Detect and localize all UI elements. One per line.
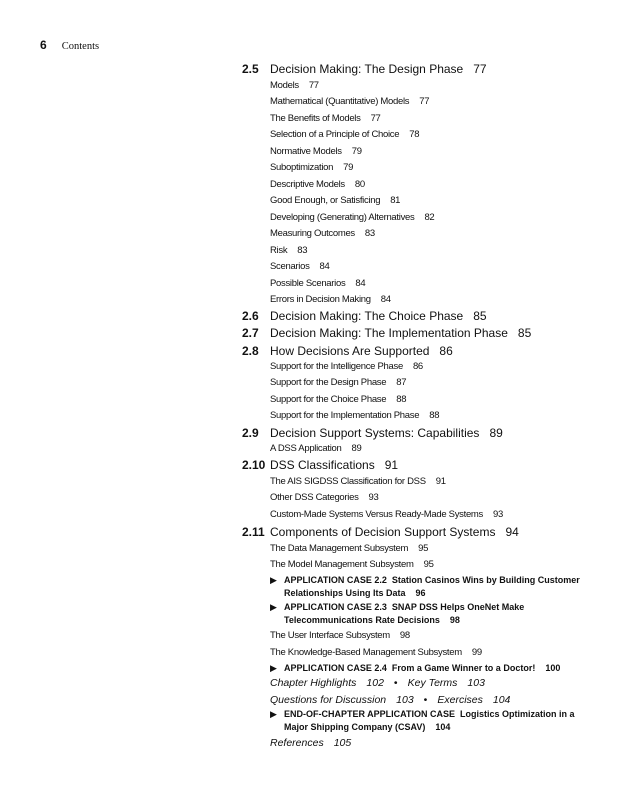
entry-title: The Knowledge-Based Management Subsystem <box>270 647 462 658</box>
case-title-cont: Relationships Using Its Data <box>284 588 406 598</box>
entry-title: Good Enough, or Satisficing <box>270 195 381 206</box>
entry-page: 93 <box>368 492 379 503</box>
toc-entry-good-enough[interactable] <box>270 195 400 206</box>
entry-page: 77 <box>419 96 430 107</box>
entry-title: The Model Management Subsystem <box>270 559 414 570</box>
case-label: APPLICATION CASE 2.2 <box>284 575 387 585</box>
entry-page: 78 <box>409 129 420 140</box>
arrow-icon: ▶ <box>270 709 277 719</box>
bullet-separator: • <box>423 694 428 706</box>
entry-title: Descriptive Models <box>270 179 345 190</box>
entry-title: Errors in Decision Making <box>270 294 371 305</box>
entry-page: 98 <box>399 630 410 641</box>
toc-entry-model-mgmt[interactable] <box>270 559 434 570</box>
case-title: From a Game Winner to a Doctor! <box>391 663 536 673</box>
entry-title: Risk <box>270 245 288 256</box>
toc-entry-math-models[interactable] <box>270 96 429 107</box>
entry-title: The AIS SIGDSS Classification for DSS <box>270 476 426 487</box>
arrow-icon: ▶ <box>270 663 277 673</box>
toc-entry-errors[interactable] <box>270 294 391 305</box>
case-page: 96 <box>415 588 426 598</box>
section-page: 85 <box>473 309 487 323</box>
section-page: 86 <box>439 344 453 358</box>
section-title: Decision Support Systems: Capabilities <box>270 426 480 440</box>
case-title: SNAP DSS Helps OneNet Make <box>391 602 525 612</box>
entry-page: 84 <box>380 294 391 305</box>
entry-page: 77 <box>370 113 381 124</box>
entry-page: 84 <box>319 261 330 272</box>
toc-entry-principle[interactable] <box>270 129 419 140</box>
section-page: 89 <box>489 426 503 440</box>
toc-entry-knowledge[interactable] <box>270 647 482 658</box>
case-title: Logistics Optimization in a <box>460 709 575 719</box>
entry-page: 77 <box>308 80 319 91</box>
toc-entry-data-mgmt[interactable] <box>270 543 428 554</box>
toc-section-2-10[interactable] <box>242 458 398 472</box>
toc-entry-scenarios[interactable] <box>270 261 330 272</box>
entry-title: Models <box>270 80 299 91</box>
entry-page: 87 <box>396 377 407 388</box>
entry-title: Support for the Implementation Phase <box>270 410 420 421</box>
section-number: 2.8 <box>242 344 259 358</box>
entry-page: 93 <box>493 509 503 520</box>
toc-entry-outcomes[interactable] <box>270 228 375 239</box>
entry-page: 80 <box>354 179 365 190</box>
toc-end-matter-references[interactable] <box>270 737 351 749</box>
toc-entry-implementation[interactable] <box>270 410 439 421</box>
entry-page: 99 <box>471 647 482 658</box>
questions-page: 103 <box>396 694 414 706</box>
toc-section-2-9[interactable] <box>242 426 503 440</box>
section-page: 77 <box>473 62 487 76</box>
references-title: References <box>270 737 324 749</box>
section-title: Decision Making: The Design Phase <box>270 62 464 76</box>
entry-page: 88 <box>429 410 440 421</box>
toc-end-matter-highlights[interactable] <box>270 677 485 689</box>
section-number: 2.5 <box>242 62 259 76</box>
toc-entry-descriptive[interactable] <box>270 179 365 190</box>
toc-entry-other-dss[interactable] <box>270 492 378 503</box>
entry-title: Other DSS Categories <box>270 492 359 503</box>
entry-page: 79 <box>343 162 354 173</box>
exercises-page: 104 <box>492 694 511 706</box>
toc-entry-benefits[interactable] <box>270 113 381 124</box>
section-number: 2.6 <box>242 309 259 323</box>
entry-title: Possible Scenarios <box>270 278 346 289</box>
entry-page: 83 <box>297 245 308 256</box>
case-page: 98 <box>449 615 460 625</box>
toc-section-2-5[interactable] <box>242 62 487 76</box>
section-title: Components of Decision Support Systems <box>270 525 496 539</box>
entry-page: 79 <box>351 146 362 157</box>
toc-application-case-2-2[interactable] <box>270 574 580 600</box>
toc-entry-possible-scenarios[interactable] <box>270 278 365 289</box>
highlights-title: Chapter Highlights <box>270 677 357 689</box>
references-page: 105 <box>333 737 352 749</box>
exercises-title: Exercises <box>437 694 483 706</box>
entry-title: The Data Management Subsystem <box>270 543 409 554</box>
highlights-page: 102 <box>366 677 384 689</box>
entry-page: 82 <box>424 212 435 223</box>
toc-entry-design[interactable] <box>270 377 406 388</box>
arrow-icon: ▶ <box>270 575 277 585</box>
entry-page: 91 <box>435 476 446 487</box>
entry-title: Selection of a Principle of Choice <box>270 129 400 140</box>
arrow-icon: ▶ <box>270 602 277 612</box>
toc-entry-ui[interactable] <box>270 630 410 641</box>
toc-entry-normative[interactable] <box>270 146 362 157</box>
toc-section-2-7[interactable] <box>242 326 531 340</box>
entry-title: The Benefits of Models <box>270 113 361 124</box>
toc-entry-choice[interactable] <box>270 394 406 405</box>
toc-entry-dss-application[interactable] <box>270 443 361 454</box>
toc-entry-subopt[interactable] <box>270 162 353 173</box>
section-title: DSS Classifications <box>270 458 375 472</box>
case-page: 100 <box>545 663 561 673</box>
toc-entry-intel[interactable] <box>270 361 423 372</box>
entry-title: Support for the Design Phase <box>270 377 387 388</box>
entry-page: 83 <box>364 228 375 239</box>
entry-page: 84 <box>355 278 366 289</box>
page-number: 6 <box>40 38 47 52</box>
section-title: Decision Making: The Implementation Phase <box>270 326 508 340</box>
toc-section-2-8[interactable] <box>242 344 453 358</box>
case-page: 104 <box>435 722 451 732</box>
toc-entry-custom[interactable] <box>270 509 503 520</box>
bullet-separator: • <box>393 677 398 689</box>
entry-title: A DSS Application <box>270 443 342 454</box>
section-number: 2.11 <box>242 525 265 539</box>
case-title: Station Casinos Wins by Building Customer <box>391 575 580 585</box>
section-title: Decision Making: The Choice Phase <box>270 309 464 323</box>
entry-page: 95 <box>423 559 434 570</box>
questions-title: Questions for Discussion <box>270 694 387 706</box>
entry-title: Support for the Choice Phase <box>270 394 387 405</box>
section-number: 2.7 <box>242 326 259 340</box>
section-page: 94 <box>505 525 519 539</box>
entry-title: Normative Models <box>270 146 342 157</box>
entry-title: Measuring Outcomes <box>270 228 355 239</box>
toc-end-of-chapter-case[interactable] <box>270 708 575 734</box>
entry-page: 86 <box>412 361 423 372</box>
entry-page: 81 <box>390 195 401 206</box>
key-terms-page: 103 <box>467 677 485 689</box>
entry-title: Custom-Made Systems Versus Ready-Made Systems <box>270 509 483 520</box>
case-label: END-OF-CHAPTER APPLICATION CASE <box>284 709 455 719</box>
entry-page: 89 <box>351 443 362 454</box>
entry-title: Suboptimization <box>270 162 334 173</box>
entry-title: Scenarios <box>270 261 310 272</box>
entry-title: Support for the Intelligence Phase <box>270 361 403 372</box>
running-title: Contents <box>61 41 100 52</box>
section-page: 91 <box>384 458 399 472</box>
entry-page: 95 <box>418 543 429 554</box>
toc-entry-models[interactable] <box>270 80 319 91</box>
key-terms-title: Key Terms <box>407 677 458 689</box>
case-title-cont: Telecommunications Rate Decisions <box>284 615 440 625</box>
entry-title: Developing (Generating) Alternatives <box>270 212 415 223</box>
toc-application-case-2-3[interactable] <box>270 601 524 627</box>
section-number: 2.9 <box>242 426 259 440</box>
toc-application-case-2-4[interactable] <box>270 662 560 675</box>
toc-section-2-6[interactable] <box>242 309 487 323</box>
case-label: APPLICATION CASE 2.3 <box>284 602 387 612</box>
entry-page: 88 <box>396 394 407 405</box>
case-label: APPLICATION CASE 2.4 <box>284 663 387 673</box>
section-number: 2.10 <box>242 458 266 472</box>
toc-entry-alternatives[interactable] <box>270 212 434 223</box>
entry-title: Mathematical (Quantitative) Models <box>270 96 410 107</box>
toc-entry-risk[interactable] <box>270 245 307 256</box>
running-head <box>40 38 99 52</box>
toc-entry-ais[interactable] <box>270 476 446 487</box>
section-title: How Decisions Are Supported <box>270 344 430 358</box>
toc-end-matter-questions[interactable] <box>270 694 510 706</box>
case-title-cont: Major Shipping Company (CSAV) <box>284 722 426 732</box>
section-page: 85 <box>517 326 532 340</box>
toc-section-2-11[interactable] <box>242 525 519 539</box>
entry-title: The User Interface Subsystem <box>270 630 390 641</box>
